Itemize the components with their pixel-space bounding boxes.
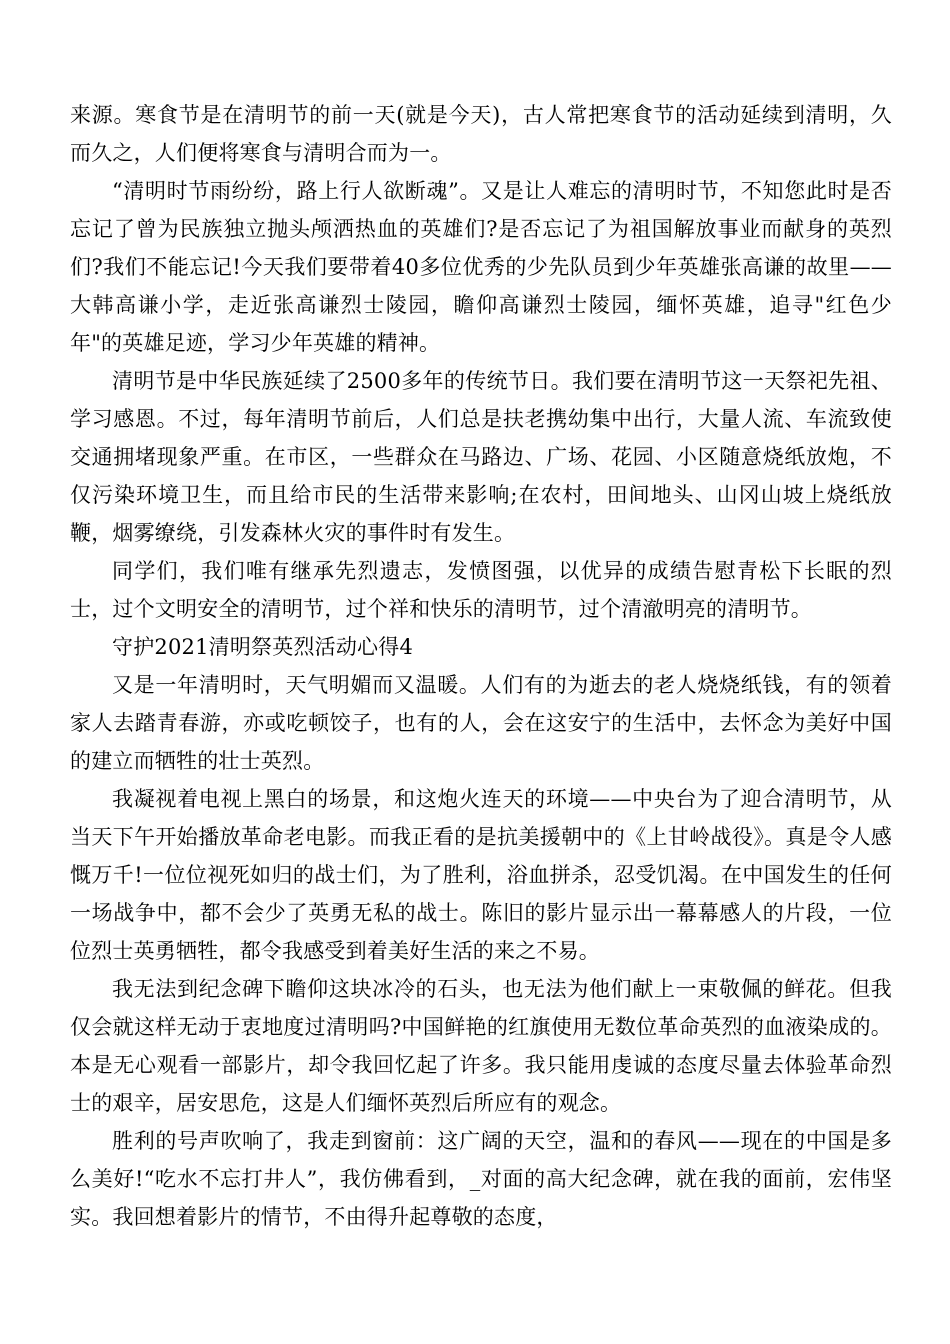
paragraph-8: 胜利的号声吹响了，我走到窗前：这广阔的天空，温和的春风——现在的中国是多么美好!“吃水不忘打井人”，我仿佛看到，_对面的高大纪念碑，就在我的面前，宏伟坚实。我回想着影片的情节，不由得升起尊敬的态度， [70, 1129, 892, 1229]
paragraph-4: 同学们，我们唯有继承先烈遗志，发愤图强，以优异的成绩告慰青松下长眠的烈士，过个文明安全的清明节，过个祥和快乐的清明节，过个清澈明亮的清明节。 [70, 559, 892, 621]
section-heading: 守护2021清明祭英烈活动心得4 [112, 635, 414, 659]
paragraph-7: 我无法到纪念碑下瞻仰这块冰冷的石头，也无法为他们献上一束敬佩的鲜花。但我仅会就这样无动于衷地度过清明吗?中国鲜艳的红旗使用无数位革命英烈的血液染成的。本是无心观看一部影片，却令我回忆起了许多。我只能用虔诚的态度尽量去体验革命烈士的艰辛，居安思危，这是人们缅怀英烈后所应有的观念。 [70, 977, 892, 1115]
paragraph-3: 清明节是中华民族延续了2500多年的传统节日。我们要在清明节这一天祭祀先祖、学习感恩。不过，每年清明节前后，人们总是扶老携幼集中出行，大量人流、车流致使交通拥堵现象严重。在市区，一些群众在马路边、广场、花园、小区随意烧纸放炮，不仅污染环境卫生，而且给市民的生活带来影响;在农村，田间地头、山冈山坡上烧纸放鞭，烟雾缭绕，引发森林火灾的事件时有发生。 [70, 369, 892, 545]
paragraph-2: “清明时节雨纷纷，路上行人欲断魂”。又是让人难忘的清明时节，不知您此时是否忘记了曾为民族独立抛头颅洒热血的英雄们?是否忘记了为祖国解放事业而献身的英烈们?我们不能忘记!今天我们要带着40多位优秀的少先队员到少年英雄张高谦的故里——大韩高谦小学，走近张高谦烈士陵园，瞻仰高谦烈士陵园，缅怀英雄，追寻"红色少年"的英雄足迹，学习少年英雄的精神。 [70, 179, 892, 355]
paragraph-6: 我凝视着电视上黑白的场景，和这炮火连天的环境——中央台为了迎合清明节，从当天下午开始播放革命老电影。而我正看的是抗美援朝中的《上甘岭战役》。真是令人感慨万千!一位位视死如归的战士们，为了胜利，浴血拼杀，忍受饥渴。在中国发生的任何一场战争中，都不会少了英勇无私的战士。陈旧的影片显示出一幕幕感人的片段，一位位烈士英勇牺牲，都令我感受到着美好生活的来之不易。 [70, 787, 892, 963]
paragraph-1: 来源。寒食节是在清明节的前一天(就是今天)，古人常把寒食节的活动延续到清明，久而久之，人们便将寒食与清明合而为一。 [70, 103, 892, 165]
paragraph-5: 又是一年清明时，天气明媚而又温暖。人们有的为逝去的老人烧烧纸钱，有的领着家人去踏青春游，亦或吃顿饺子，也有的人，会在这安宁的生活中，去怀念为美好中国的建立而牺牲的壮士英烈。 [70, 673, 892, 773]
document-body [70, 96, 892, 1236]
